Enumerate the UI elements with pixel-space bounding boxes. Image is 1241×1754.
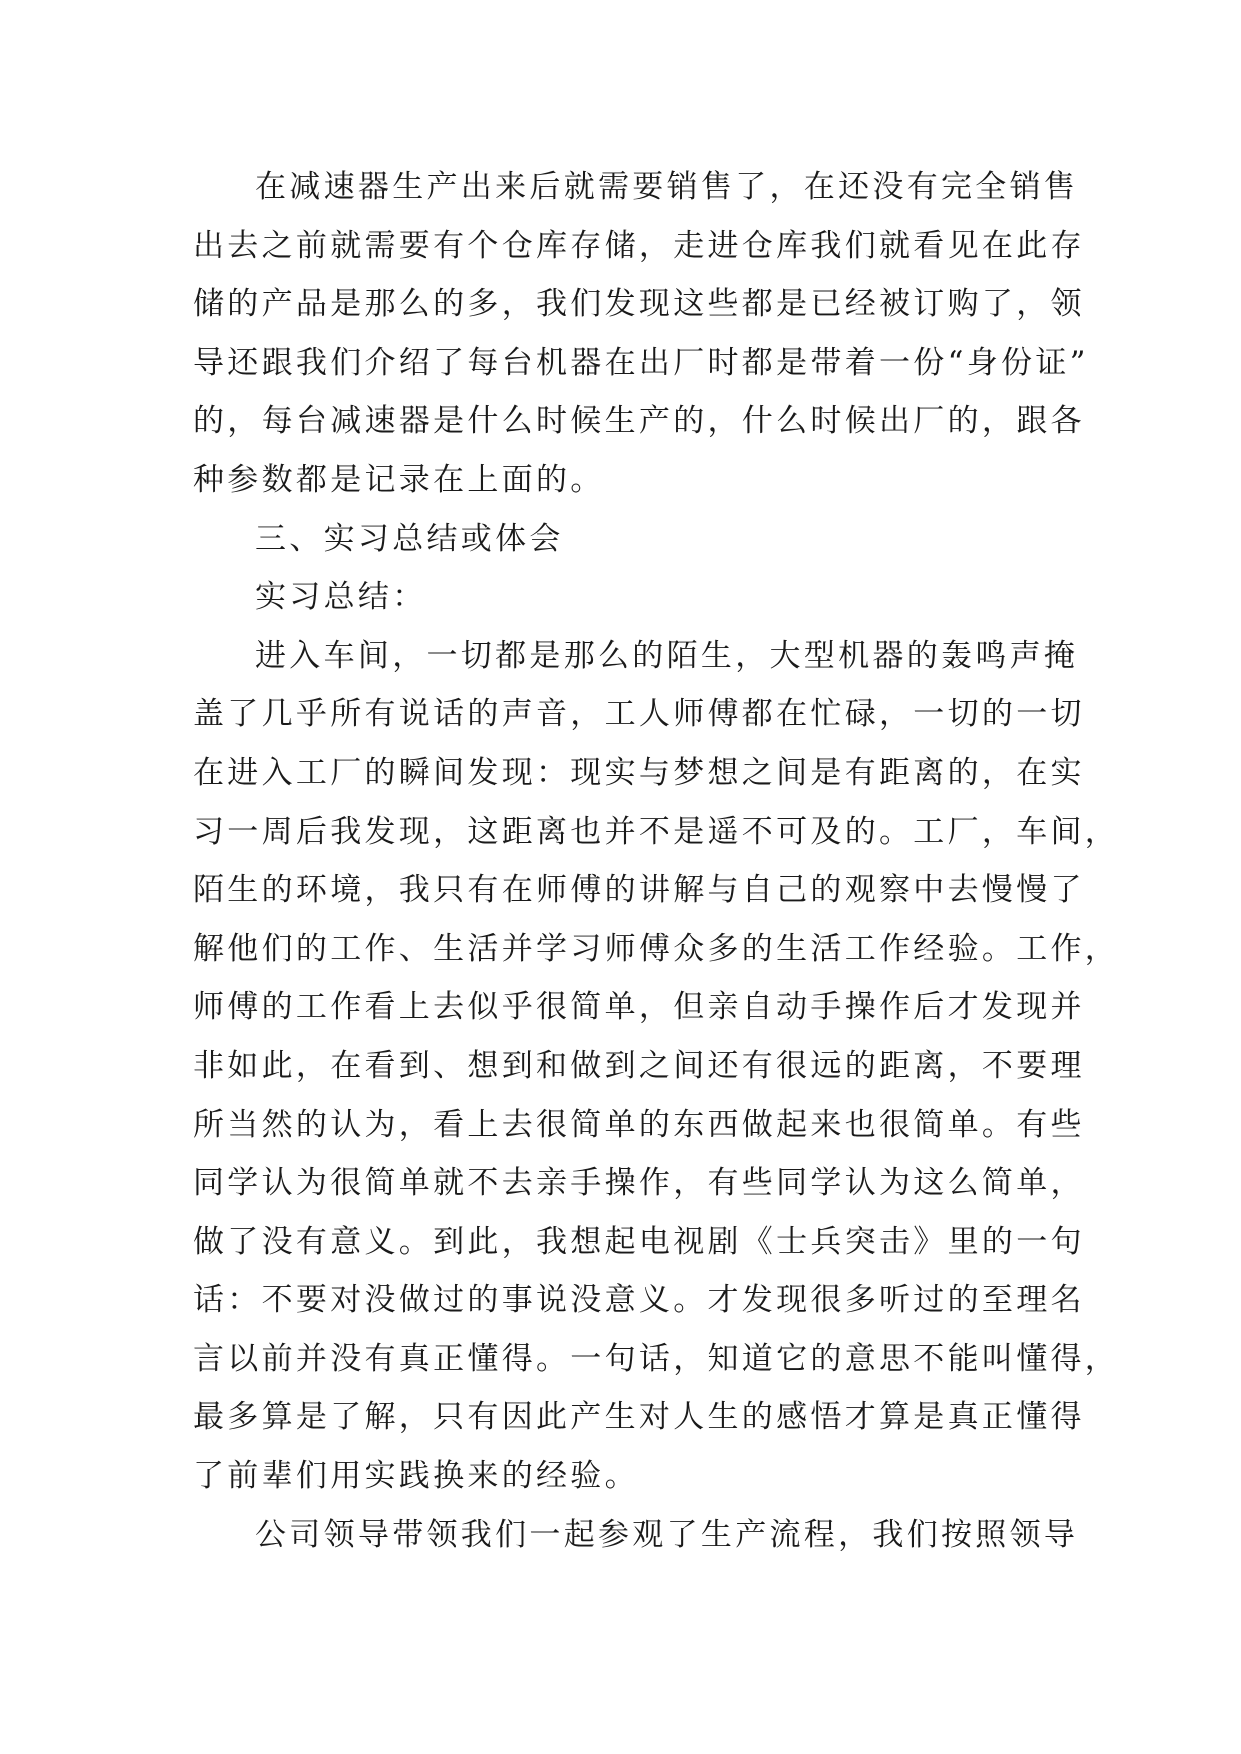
paragraph-2-line-1: 进入车间，一切都是那么的陌生，大型机器的轰鸣声掩 <box>255 637 1079 674</box>
paragraph-2-line-11: 做了没有意义。到此，我想起电视剧《士兵突击》里的一句 <box>193 1223 1085 1260</box>
paragraph-1-line-4: 导还跟我们介绍了每台机器在出厂时都是带着一份“身份证” <box>193 344 1089 381</box>
paragraph-2-line-9: 所当然的认为，看上去很简单的东西做起来也很简单。有些 <box>193 1106 1085 1143</box>
paragraph-2-line-14: 最多算是了解，只有因此产生对人生的感悟才算是真正懂得 <box>193 1399 1085 1436</box>
paragraph-2-line-7: 师傅的工作看上去似乎很简单，但亲自动手操作后才发现并 <box>193 989 1085 1026</box>
paragraph-3-line-1: 公司领导带领我们一起参观了生产流程，我们按照领导 <box>255 1516 1079 1553</box>
paragraph-1-line-2: 出去之前就需要有个仓库存储，走进仓库我们就看见在此存 <box>193 227 1085 264</box>
paragraph-2-line-10: 同学认为很简单就不去亲手操作，有些同学认为这么简单， <box>193 1165 1085 1202</box>
body-text <box>193 158 1120 1564</box>
paragraph-2-line-4: 习一周后我发现，这距离也并不是遥不可及的。工厂，车间， <box>193 813 1120 850</box>
paragraph-2-line-15: 了前辈们用实践换来的经验。 <box>193 1458 639 1495</box>
paragraph-1-line-6: 种参数都是记录在上面的。 <box>193 461 605 498</box>
paragraph-2-line-2: 盖了几乎所有说话的声音，工人师傅都在忙碌，一切的一切 <box>193 696 1085 733</box>
paragraph-2-line-5: 陌生的环境，我只有在师傅的讲解与自己的观察中去慢慢了 <box>193 872 1085 909</box>
paragraph-2-line-3: 在进入工厂的瞬间发现：现实与梦想之间是有距离的，在实 <box>193 754 1085 791</box>
paragraph-2-line-6: 解他们的工作、生活并学习师傅众多的生活工作经验。工作， <box>193 930 1120 967</box>
paragraph-2-line-8: 非如此，在看到、想到和做到之间还有很远的距离，不要理 <box>193 1047 1085 1084</box>
subheading-summary: 实习总结： <box>255 579 427 616</box>
section-heading: 三、实习总结或体会 <box>255 520 564 557</box>
paragraph-1-line-3: 储的产品是那么的多，我们发现这些都是已经被订购了，领 <box>193 286 1085 323</box>
paragraph-1-line-5: 的，每台减速器是什么时候生产的，什么时候出厂的，跟各 <box>193 403 1085 440</box>
paragraph-2-line-12: 话：不要对没做过的事说没意义。才发现很多听过的至理名 <box>193 1282 1085 1319</box>
paragraph-2-line-13: 言以前并没有真正懂得。一句话，知道它的意思不能叫懂得， <box>193 1340 1120 1377</box>
paragraph-1-line-1: 在减速器生产出来后就需要销售了，在还没有完全销售 <box>255 169 1079 205</box>
